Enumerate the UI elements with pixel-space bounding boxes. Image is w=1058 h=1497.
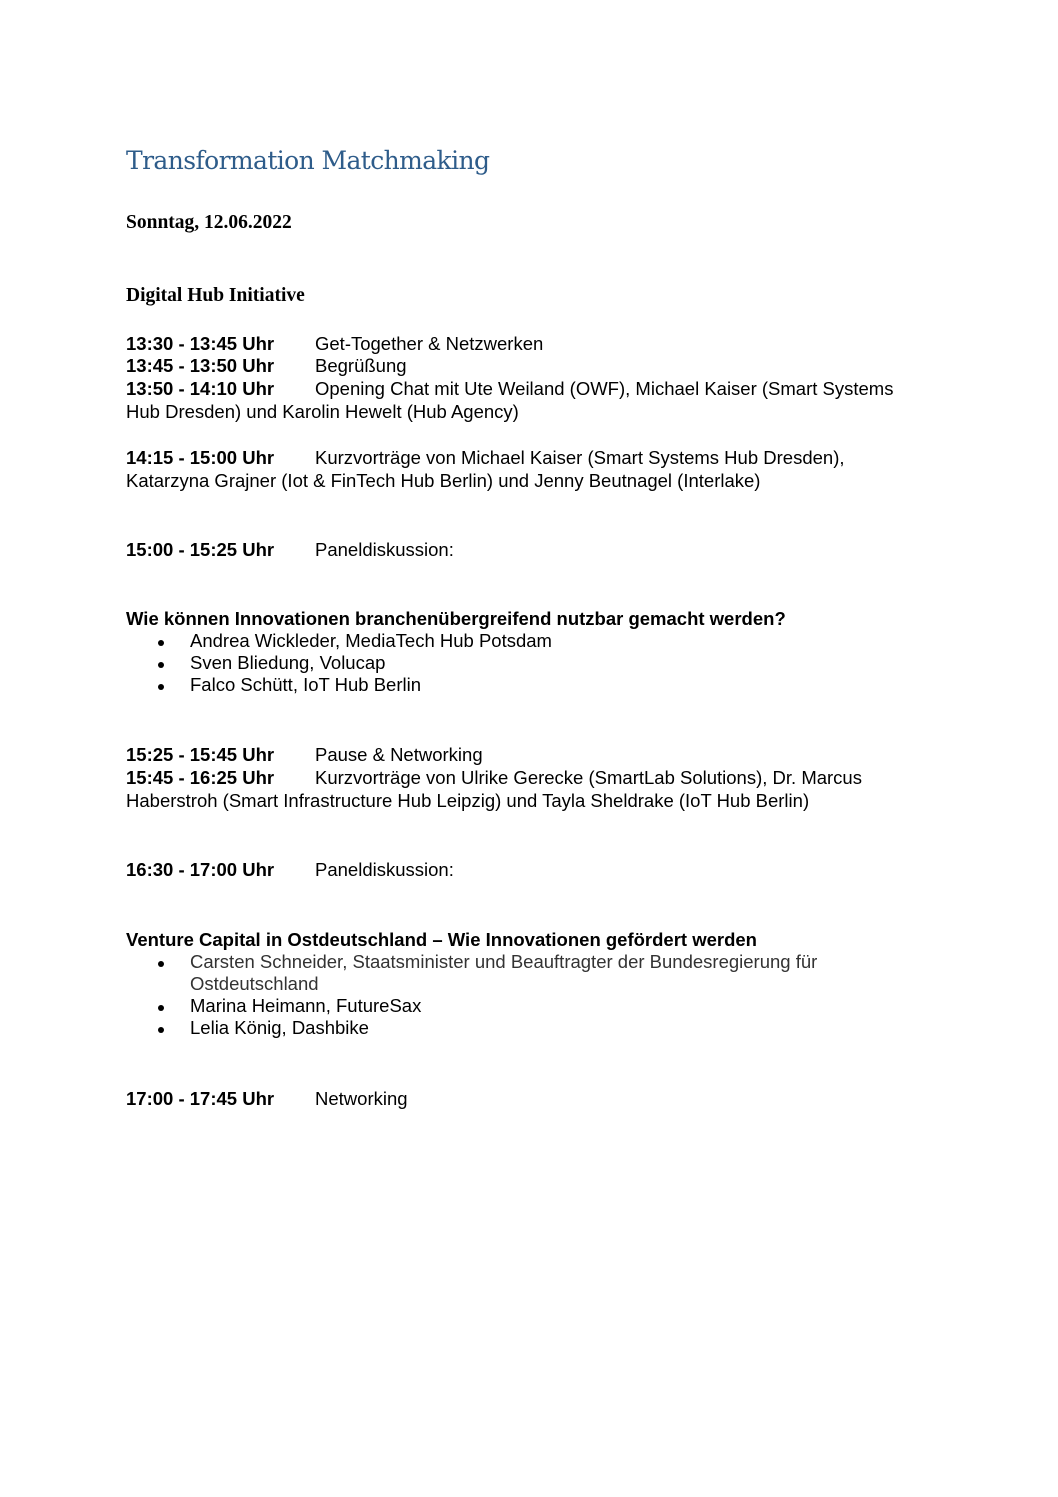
schedule-row	[126, 744, 483, 766]
bullet-icon	[158, 684, 164, 690]
schedule-row	[126, 378, 893, 400]
speaker-list	[126, 630, 552, 696]
schedule-row	[126, 355, 407, 377]
schedule-time: 13:30 - 13:45 Uhr	[126, 333, 275, 354]
schedule-row	[126, 1088, 408, 1110]
schedule-text-continuation: Haberstroh (Smart Infrastructure Hub Leipzig) und Tayla Sheldrake (IoT Hub Berlin)	[126, 790, 810, 811]
bullet-icon	[158, 662, 164, 668]
schedule-text: Pause & Networking	[315, 744, 483, 765]
schedule-time: 15:25 - 15:45 Uhr	[126, 744, 275, 765]
bullet-icon	[158, 640, 164, 646]
bullet-icon	[158, 1005, 164, 1011]
schedule-text: Begrüßung	[315, 355, 407, 376]
schedule-row	[126, 447, 845, 469]
schedule-text: Networking	[315, 1088, 408, 1109]
schedule-time: 15:45 - 16:25 Uhr	[126, 767, 275, 788]
bullet-icon	[158, 1027, 164, 1033]
speaker-item: Falco Schütt, IoT Hub Berlin	[126, 674, 552, 696]
speaker-list	[126, 951, 817, 1039]
speaker-item: Sven Bliedung, Volucap	[126, 652, 552, 674]
schedule-time: 13:45 - 13:50 Uhr	[126, 355, 275, 376]
schedule-time: 15:00 - 15:25 Uhr	[126, 539, 275, 560]
speaker-item: Carsten Schneider, Staatsminister und Beauftragter der Bundesregierung für	[126, 951, 817, 973]
speaker-item-continuation: Ostdeutschland	[190, 973, 319, 994]
speaker-item: Lelia König, Dashbike	[126, 1017, 817, 1039]
schedule-text: Kurzvorträge von Ulrike Gerecke (SmartLab Solutions), Dr. Marcus	[315, 767, 862, 788]
bullet-icon	[158, 961, 164, 967]
speaker-item: Marina Heimann, FutureSax	[126, 995, 817, 1017]
schedule-text: Opening Chat mit Ute Weiland (OWF), Michael Kaiser (Smart Systems	[315, 378, 894, 399]
schedule-time: 13:50 - 14:10 Uhr	[126, 378, 275, 399]
document-title: Transformation Matchmaking	[126, 146, 490, 175]
schedule-row	[126, 539, 454, 561]
schedule-text-continuation: Hub Dresden) und Karolin Hewelt (Hub Agency)	[126, 401, 519, 422]
schedule-text-continuation: Katarzyna Grajner (Iot & FinTech Hub Berlin) und Jenny Beutnagel (Interlake)	[126, 470, 761, 491]
schedule-time: 14:15 - 15:00 Uhr	[126, 447, 275, 468]
schedule-row	[126, 767, 862, 789]
schedule-text: Get-Together & Netzwerken	[315, 333, 544, 354]
panel-question: Wie können Innovationen branchenübergreifend nutzbar gemacht werden?	[126, 608, 786, 629]
schedule-text: Paneldiskussion:	[315, 539, 454, 560]
schedule-row	[126, 859, 454, 881]
event-date: Sonntag, 12.06.2022	[126, 212, 292, 233]
schedule-time: 17:00 - 17:45 Uhr	[126, 1088, 275, 1109]
schedule-row	[126, 333, 543, 355]
speaker-item: Andrea Wickleder, MediaTech Hub Potsdam	[126, 630, 552, 652]
panel-question: Venture Capital in Ostdeutschland – Wie Innovationen gefördert werden	[126, 929, 757, 950]
schedule-text: Kurzvorträge von Michael Kaiser (Smart Systems Hub Dresden),	[315, 447, 845, 468]
schedule-time: 16:30 - 17:00 Uhr	[126, 859, 275, 880]
section-title: Digital Hub Initiative	[126, 285, 305, 306]
schedule-text: Paneldiskussion:	[315, 859, 454, 880]
